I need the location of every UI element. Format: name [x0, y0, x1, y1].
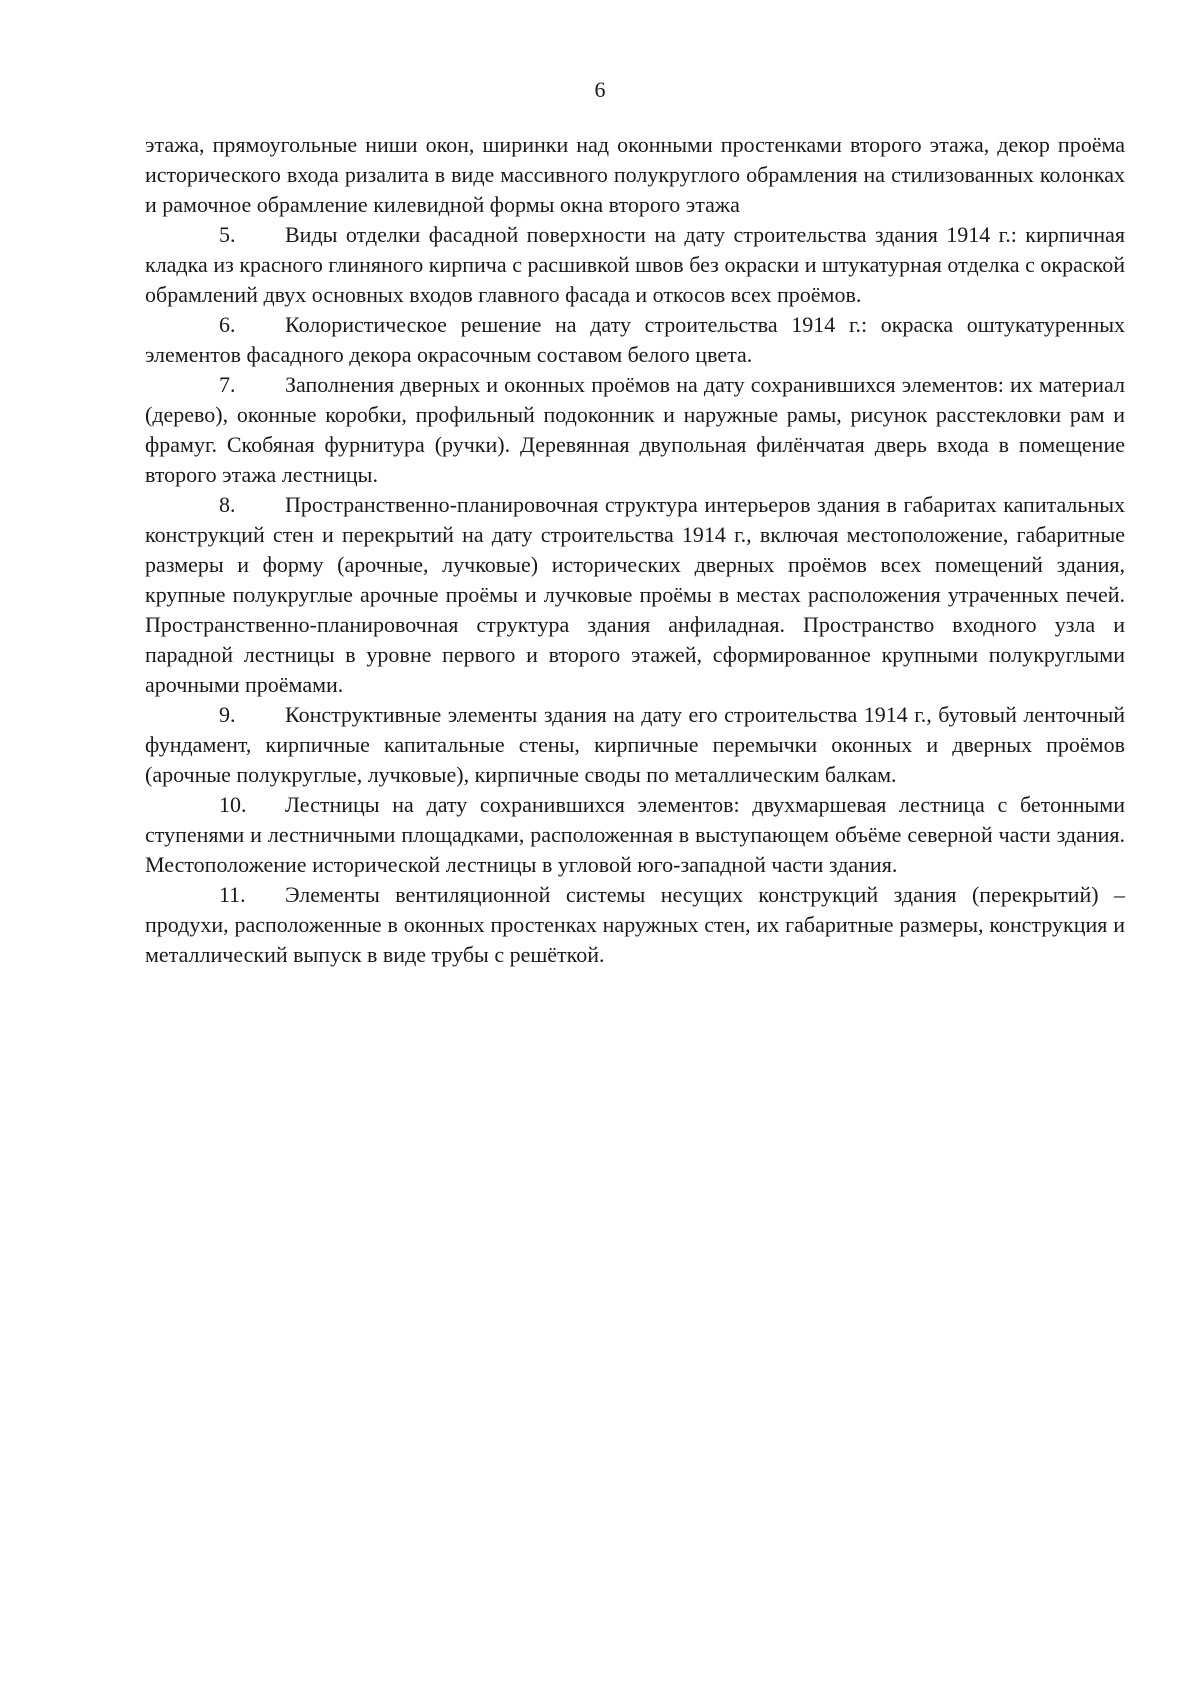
list-item	[145, 490, 1125, 700]
list-item-text: Лестницы на дату сохранившихся элементов: двухмаршевая лестница с бетонными ступенями и лестничными площадками, расположенная в выступающем объёме северной части здания. Местоположение исторической лестницы в угловой юго-западной части здания.	[145, 792, 1125, 877]
list-item-text: Конструктивные элементы здания на дату его строительства 1914 г., бутовый ленточный фундамент, кирпичные капитальные стены, кирпичные перемычки оконных и дверных проёмов (арочные полукруглые, лучковые), кирпичные своды по металлическим балкам.	[145, 702, 1125, 787]
list-item-number: 11.	[219, 882, 246, 907]
list-item	[145, 790, 1125, 880]
list-item-number: 10.	[219, 792, 247, 817]
list-item-text: Колористическое решение на дату строительства 1914 г.: окраска оштукатуренных элементов фасадного декора окрасочным составом белого цвета.	[145, 312, 1125, 367]
list-item	[145, 220, 1125, 310]
list-item	[145, 700, 1125, 790]
list-item	[145, 310, 1125, 370]
list-item-text: Пространственно-планировочная структура интерьеров здания в габаритах капитальных конструкций стен и перекрытий на дату строительства 1914 г., включая местоположение, габаритные размеры и форму (арочные, лучковые) исторических дверных проёмов всех помещений здания, крупные полукруглые арочные проёмы и лучковые проёмы в местах расположения утраченных печей. Пространственно-планировочная структура здания анфиладная. Пространство входного узла и парадной лестницы в уровне первого и второго этажей, сформированное крупными полукруглыми арочными проёмами.	[145, 492, 1125, 697]
page-number: 6	[594, 77, 606, 102]
list-item-number: 5.	[219, 222, 236, 247]
list-item-text: Элементы вентиляционной системы несущих конструкций здания (перекрытий) – продухи, расположенные в оконных простенках наружных стен, их габаритные размеры, конструкция и металлический выпуск в виде трубы с решёткой.	[145, 882, 1125, 967]
list-item-number: 8.	[219, 492, 236, 517]
list-item-text: Виды отделки фасадной поверхности на дату строительства здания 1914 г.: кирпичная кладка из красного глиняного кирпича с расшивкой швов без окраски и штукатурная отделка с окраской обрамлений двух основных входов главного фасада и откосов всех проёмов.	[145, 222, 1125, 307]
list-item	[145, 880, 1125, 970]
list-item-number: 9.	[219, 702, 236, 727]
list-item	[145, 370, 1125, 490]
lead-paragraph: этажа, прямоугольные ниши окон, ширинки над оконными простенками второго этажа, декор проёма исторического входа ризалита в виде массивного полукруглого обрамления на стилизованных колонках и рамочное обрамление килевидной формы окна второго этажа	[145, 132, 1125, 217]
list-item-text: Заполнения дверных и оконных проёмов на дату сохранившихся элементов: их материал (дерево), оконные коробки, профильный подоконник и наружные рамы, рисунок расстекловки рам и фрамуг. Скобяная фурнитура (ручки). Деревянная двупольная филёнчатая дверь входа в помещение второго этажа лестницы.	[145, 372, 1125, 487]
list-item-number: 6.	[219, 312, 236, 337]
document-body	[145, 130, 1125, 970]
list-item-number: 7.	[219, 372, 236, 397]
